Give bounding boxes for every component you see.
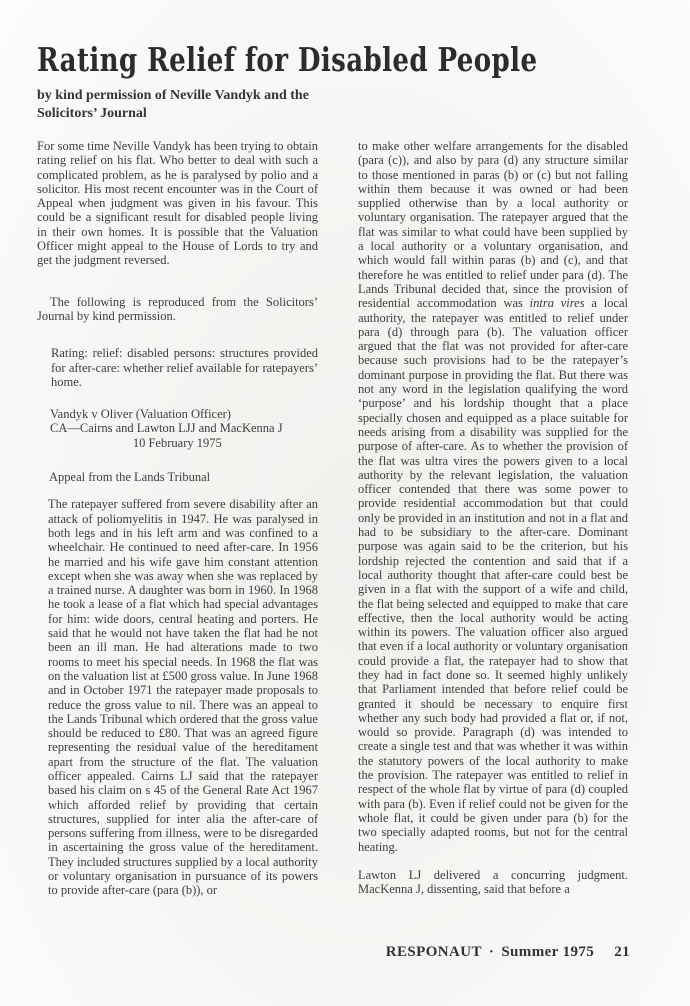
page-footer: [386, 944, 630, 961]
closing-paragraph: Lawton LJ delivered a concurring judgment. MacKenna J, dissenting, said that before a: [358, 867, 628, 897]
footer-journal-name: RESPONAUT: [385, 944, 482, 960]
article-header: [37, 42, 637, 123]
article-columns: [37, 139, 628, 898]
case-date: 10 February 1975: [132, 435, 222, 450]
case-body-right-pre: to make other welfare arrangements for the disabled (para (c)), and also by para (d) any structure similar to those mentioned in paras (b) or (c) but not falling within them because it was owned or had been supplied otherwise than by a local authority or voluntary organisation. The ratepayer argued that the flat was similar to what could have been supplied by a local authority or a voluntary organisation, and which would fall within paras (b) and (c), and that therefore he was entitled to relief under para (d). The Lands Tribunal decided that, since the provision of residential accommodation was: [358, 139, 628, 311]
article-title: [37, 42, 637, 78]
right-column: [358, 139, 628, 898]
left-column: [37, 139, 318, 898]
reproduction-note: The following is reproduced from the Solicitors’ Journal by kind permission.: [37, 294, 318, 323]
case-body-right-latin-phrase: intra vires: [529, 296, 585, 311]
article-title-text: Rating Relief for Disabled People: [37, 40, 538, 79]
footer-separator: ·: [488, 944, 495, 960]
byline-line-2: Solicitors’ Journal: [37, 106, 147, 121]
case-citation-block: [50, 407, 318, 450]
footer-issue: Summer 1975: [501, 944, 595, 960]
case-name: Vandyk v Oliver (Valuation Officer): [50, 407, 231, 422]
article-byline: [37, 87, 637, 123]
case-body-right: [358, 139, 628, 854]
case-body-left: The ratepayer suffered from severe disability after an attack of poliomyelitis in 1947. He was paralysed in both legs and in his left arm and was confined to a wheelchair. He continued to need after-care. In 1956 he married and his wife gave him constant attention except when she was away when she was replaced by a trained nurse. A daughter was born in 1960. In 1968 he took a lease of a flat which had special advantages for him: wide doors, central heating and porters. He said that he would not have taken the flat had he not been an ill man. He had alterations made to two rooms to meet his special needs. In 1968 the flat was on the valuation list at £500 gross value. In June 1968 and in October 1971 the ratepayer made proposals to reduce the gross value to nil. There was an appeal to the Lands Tribunal which ordered that the gross value should be reduced to £80. That was an agreed figure representing the residual value of the hereditament apart from the structure of the flat. The valuation officer appealed. Cairns LJ said that the ratepayer based his claim on s 45 of the General Rate Act 1967 which afforded relief by providing that certain structures, supplied for inter alia the after-care of persons suffering from illness, were to be disregarded in ascertaining the gross value of the hereditament. They included structures supplied by a local authority or voluntary organisation in pursuance of its powers to provide after-care (para (b)), or: [48, 497, 318, 898]
intro-paragraph: For some time Neville Vandyk has been trying to obtain rating relief on his flat. Who better to deal with such a complicated problem, as he is paralysed by polio and a solicitor. His most recent encounter was in the Court of Appeal when judgment was given in his favour. This could be a significant result for disabled people living in their own homes. It is possible that the Valuation Officer might appeal to the House of Lords to try and get the judgment reversed.: [37, 139, 318, 268]
page-number: 21: [614, 944, 630, 960]
byline-line-1: by kind permission of Neville Vandyk and the: [37, 88, 309, 103]
case-court-line: CA—Cairns and Lawton LJJ and MacKenna J: [50, 421, 283, 436]
case-body-right-post: a local authority, the ratepayer was entitled to relief under para (d) through para (b). The valuation officer argued that the flat was not provided for after-care because such provisions had to be the ratepayer’s dominant purpose in providing the flat. But there was not any word in the legislation qualifying the word ‘purpose’ and his lordship thought that a place specially chosen and equipped as a place suitable for needs arising from a disability was supplied for the purpose of after-care. As to whether the provision of the flat was ultra vires the powers given to a local authority by the relevant legislation, the valuation officer contended that there was some power to provide residential accommodation but that could only be provided in an institution and not in a flat and had to be subsidiary to the after-care. Dominant purpose was again said to be the criterion, but his lordship rejected the contention and said that if a local authority thought that after-care could best be given in a flat with the support of a wife and child, the flat being selected and equipped to make that care effective, then the local authority would be acting within its powers. The valuation officer also argued that even if a local authority or voluntary organisation could provide a flat, the ratepayer had to show that they had in fact done so. It seemed highly unlikely that Parliament intended that before relief could be granted it should be necessary to enquire first whether any such body had provided a flat or, if not, would so provide. Paragraph (d) was intended to create a single test and that was whether it was within the statutory powers of the local authority to make the provision. The ratepayer was entitled to relief in respect of the whole flat by virtue of para (d) coupled with para (b). Even if relief could not be given for the whole flat, it could be given under para (b) for the two specially adapted rooms, but not for the central heating.: [358, 296, 628, 854]
section-heading: Appeal from the Lands Tribunal: [49, 470, 211, 485]
case-headnote: Rating: relief: disabled persons: structures provided for after-care: whether relief available for ratepayers’ home.: [51, 346, 318, 389]
